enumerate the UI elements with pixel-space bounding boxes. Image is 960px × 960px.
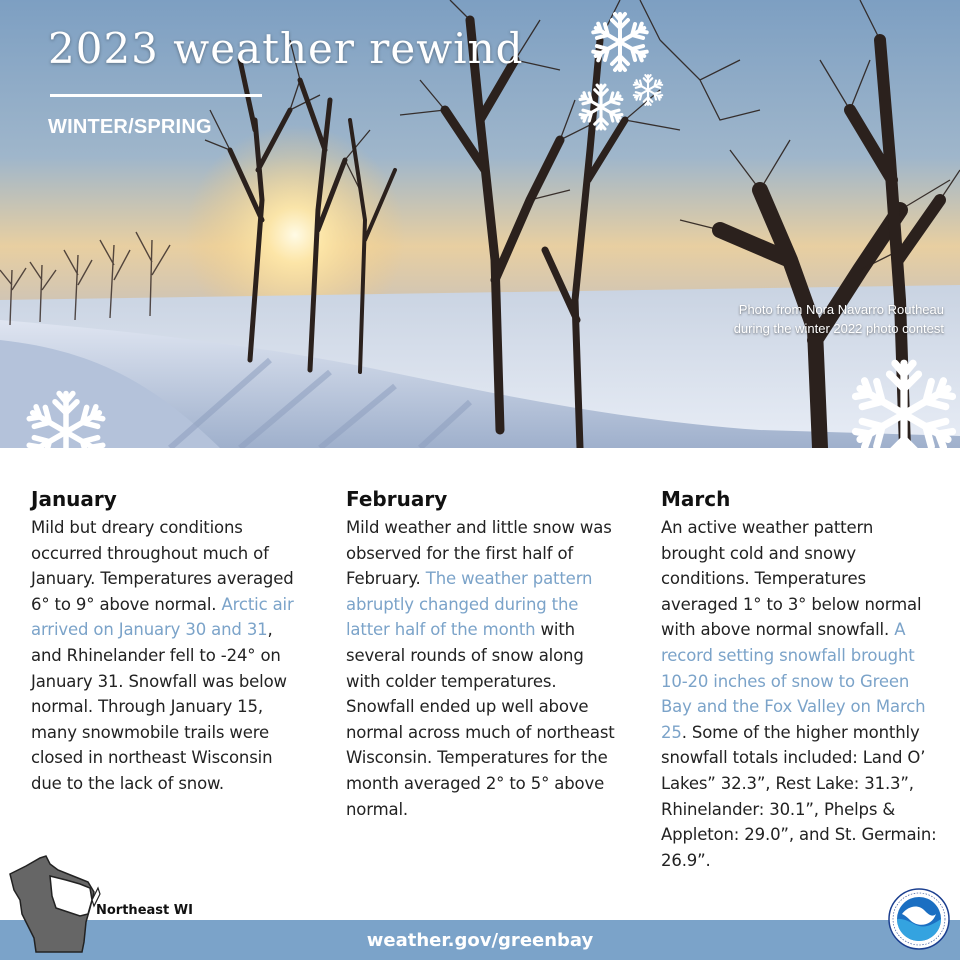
february-text [346,515,618,822]
march-highlight: A record setting snowfall brought 10-20 inches of snow to Green Bay and the Fox Valley on March 25 [661,620,926,742]
snowflake-icon [22,388,110,448]
february-column [346,486,618,822]
march-heading: March [661,487,731,511]
january-text-rest: , and Rhinelander fell to -24° on January 31. Snowfall was below normal. Through January 15, many snowmobile trails were closed in northeast Wisconsin due to the lack of snow. [31,620,287,793]
snowflake-icon [588,10,652,74]
february-highlight: The weather pattern abruptly changed during the latter half of the month [346,569,593,640]
february-heading: February [346,487,448,511]
photo-credit [734,300,944,338]
photo-credit-line-1: Photo from Nora Navarro Routheau [738,302,944,317]
march-text-rest: . Some of the higher monthly snowfall totals included: Land O’ Lakes” 32.3”, Rest Lake: 31.3”, Rhinelander: 30.1”, Phelps & Appleton: 29.0”, and St. Germain: 26.9”. [661,722,937,870]
snowflake-icon [576,82,626,132]
footer-bar [0,920,960,960]
february-text-rest: with several rounds of snow along with colder temperatures. Snowfall ended up well above normal across much of northeast Wisconsin. Temperatures for the month averaged 2° to 5° above normal. [346,620,615,819]
march-text [661,515,937,873]
january-heading: January [31,487,117,511]
wisconsin-map-icon [6,852,102,956]
map-region-label: Northeast WI [96,903,193,918]
photo-credit-line-2: during the winter 2022 photo contest [733,321,944,336]
snowflake-icon [846,356,960,448]
january-highlight: Arctic air arrived on January 30 and 31 [31,594,294,640]
footer-website-link[interactable]: weather.gov/greenbay [366,930,594,951]
march-column [661,486,937,873]
season-subtitle: WINTER/SPRING [48,116,212,138]
hero-photo [0,0,960,448]
march-text-intro: An active weather pattern brought cold and snowy conditions. Temperatures averaged 1° to 3° below normal with above normal snowfall. [661,518,922,640]
january-text-intro: Mild but dreary conditions occurred throughout much of January. Temperatures averaged 6° to 9° above normal. [31,518,294,614]
february-text-intro: Mild weather and little snow was observed for the first half of February. [346,518,612,589]
noaa-logo-icon [888,888,950,950]
january-column [31,486,303,797]
january-text [31,515,303,797]
page-title: 2023 weather rewind [48,24,524,73]
snowflake-icon [631,73,665,107]
title-divider [50,94,262,97]
